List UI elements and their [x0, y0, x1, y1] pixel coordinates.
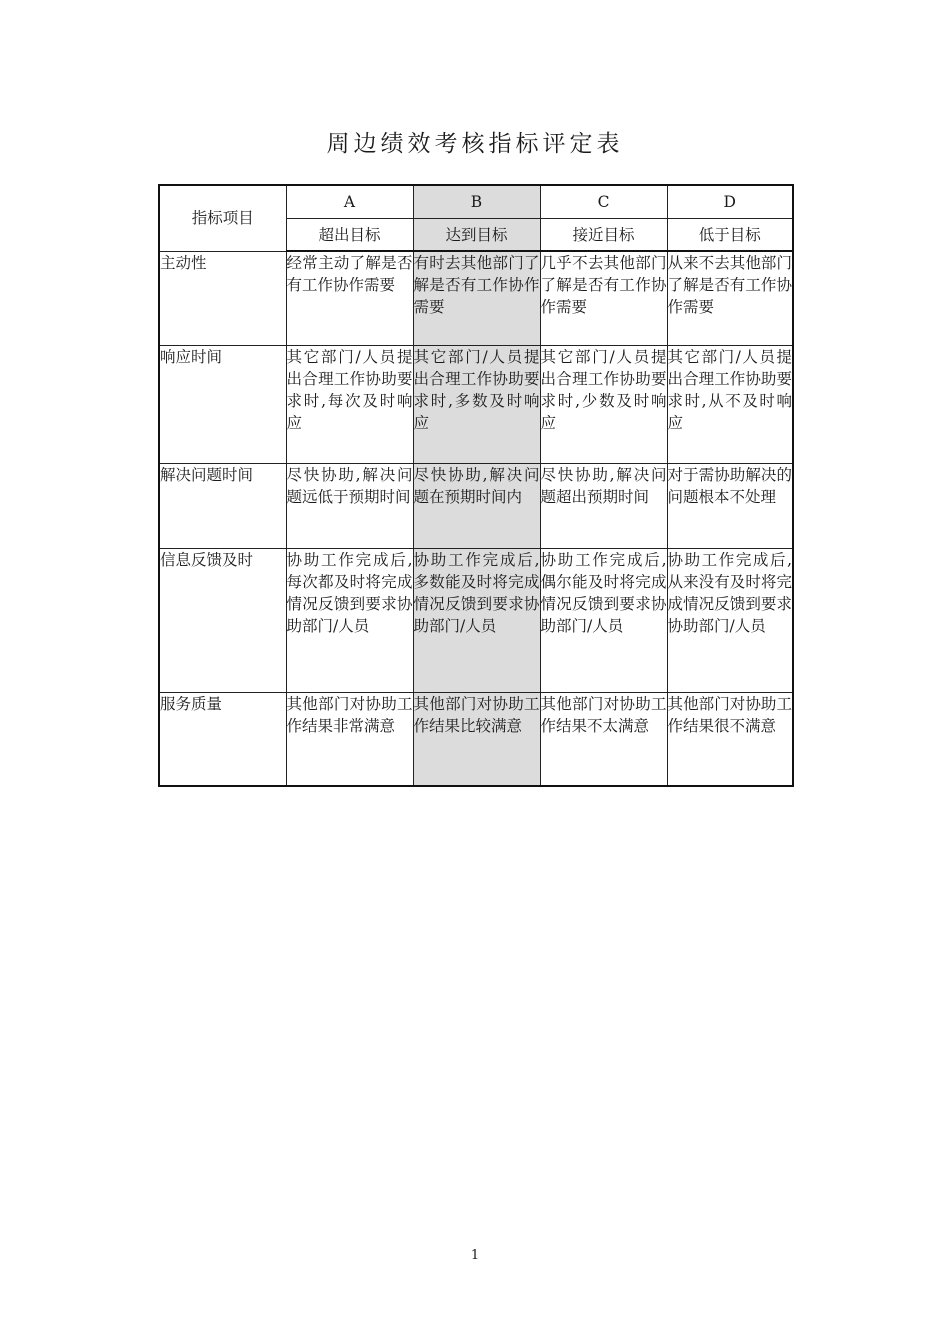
cell-c: 其他部门对协助工作结果不太满意 [540, 693, 667, 787]
grade-label-c: 接近目标 [540, 219, 667, 252]
table-row [159, 693, 793, 787]
row-label: 主动性 [159, 251, 286, 346]
cell-c: 尽快协助,解决问题超出预期时间 [540, 464, 667, 549]
cell-b: 其他部门对协助工作结果比较满意 [413, 693, 540, 787]
row-label: 解决问题时间 [159, 464, 286, 549]
cell-a: 经常主动了解是否有工作协作需要 [286, 251, 413, 346]
cell-b: 有时去其他部门了解是否有工作协作需要 [413, 251, 540, 346]
table-row [159, 346, 793, 464]
grade-letter-b: B [413, 185, 540, 219]
cell-a: 其他部门对协助工作结果非常满意 [286, 693, 413, 787]
row-label: 信息反馈及时 [159, 549, 286, 693]
grade-label-b: 达到目标 [413, 219, 540, 252]
table-row [159, 549, 793, 693]
grade-letter-a: A [286, 185, 413, 219]
page-title: 周边绩效考核指标评定表 [326, 131, 624, 157]
cell-d: 协助工作完成后,从来没有及时将完成情况反馈到要求协助部门/人员 [667, 549, 793, 693]
cell-d: 其它部门/人员提出合理工作协助要求时,从不及时响应 [667, 346, 793, 464]
cell-b: 其它部门/人员提出合理工作协助要求时,多数及时响应 [413, 346, 540, 464]
row-label: 服务质量 [159, 693, 286, 787]
grade-letter-c: C [540, 185, 667, 219]
cell-b: 尽快协助,解决问题在预期时间内 [413, 464, 540, 549]
cell-c: 协助工作完成后,偶尔能及时将完成情况反馈到要求协助部门/人员 [540, 549, 667, 693]
cell-d: 对于需协助解决的问题根本不处理 [667, 464, 793, 549]
cell-d: 从来不去其他部门了解是否有工作协作需要 [667, 251, 793, 346]
row-label: 响应时间 [159, 346, 286, 464]
evaluation-table [158, 184, 794, 787]
table-row [159, 464, 793, 549]
item-header: 指标项目 [159, 185, 286, 251]
grade-label-a: 超出目标 [286, 219, 413, 252]
grade-letter-row [159, 185, 793, 219]
page-number: 1 [470, 1248, 480, 1263]
cell-a: 尽快协助,解决问题远低于预期时间 [286, 464, 413, 549]
cell-a: 其它部门/人员提出合理工作协助要求时,每次及时响应 [286, 346, 413, 464]
cell-c: 几乎不去其他部门了解是否有工作协作需要 [540, 251, 667, 346]
cell-d: 其他部门对协助工作结果很不满意 [667, 693, 793, 787]
cell-c: 其它部门/人员提出合理工作协助要求时,少数及时响应 [540, 346, 667, 464]
grade-label-d: 低于目标 [667, 219, 793, 252]
cell-b: 协助工作完成后,多数能及时将完成情况反馈到要求协助部门/人员 [413, 549, 540, 693]
grade-letter-d: D [667, 185, 793, 219]
cell-a: 协助工作完成后,每次都及时将完成情况反馈到要求协助部门/人员 [286, 549, 413, 693]
table-row [159, 251, 793, 346]
